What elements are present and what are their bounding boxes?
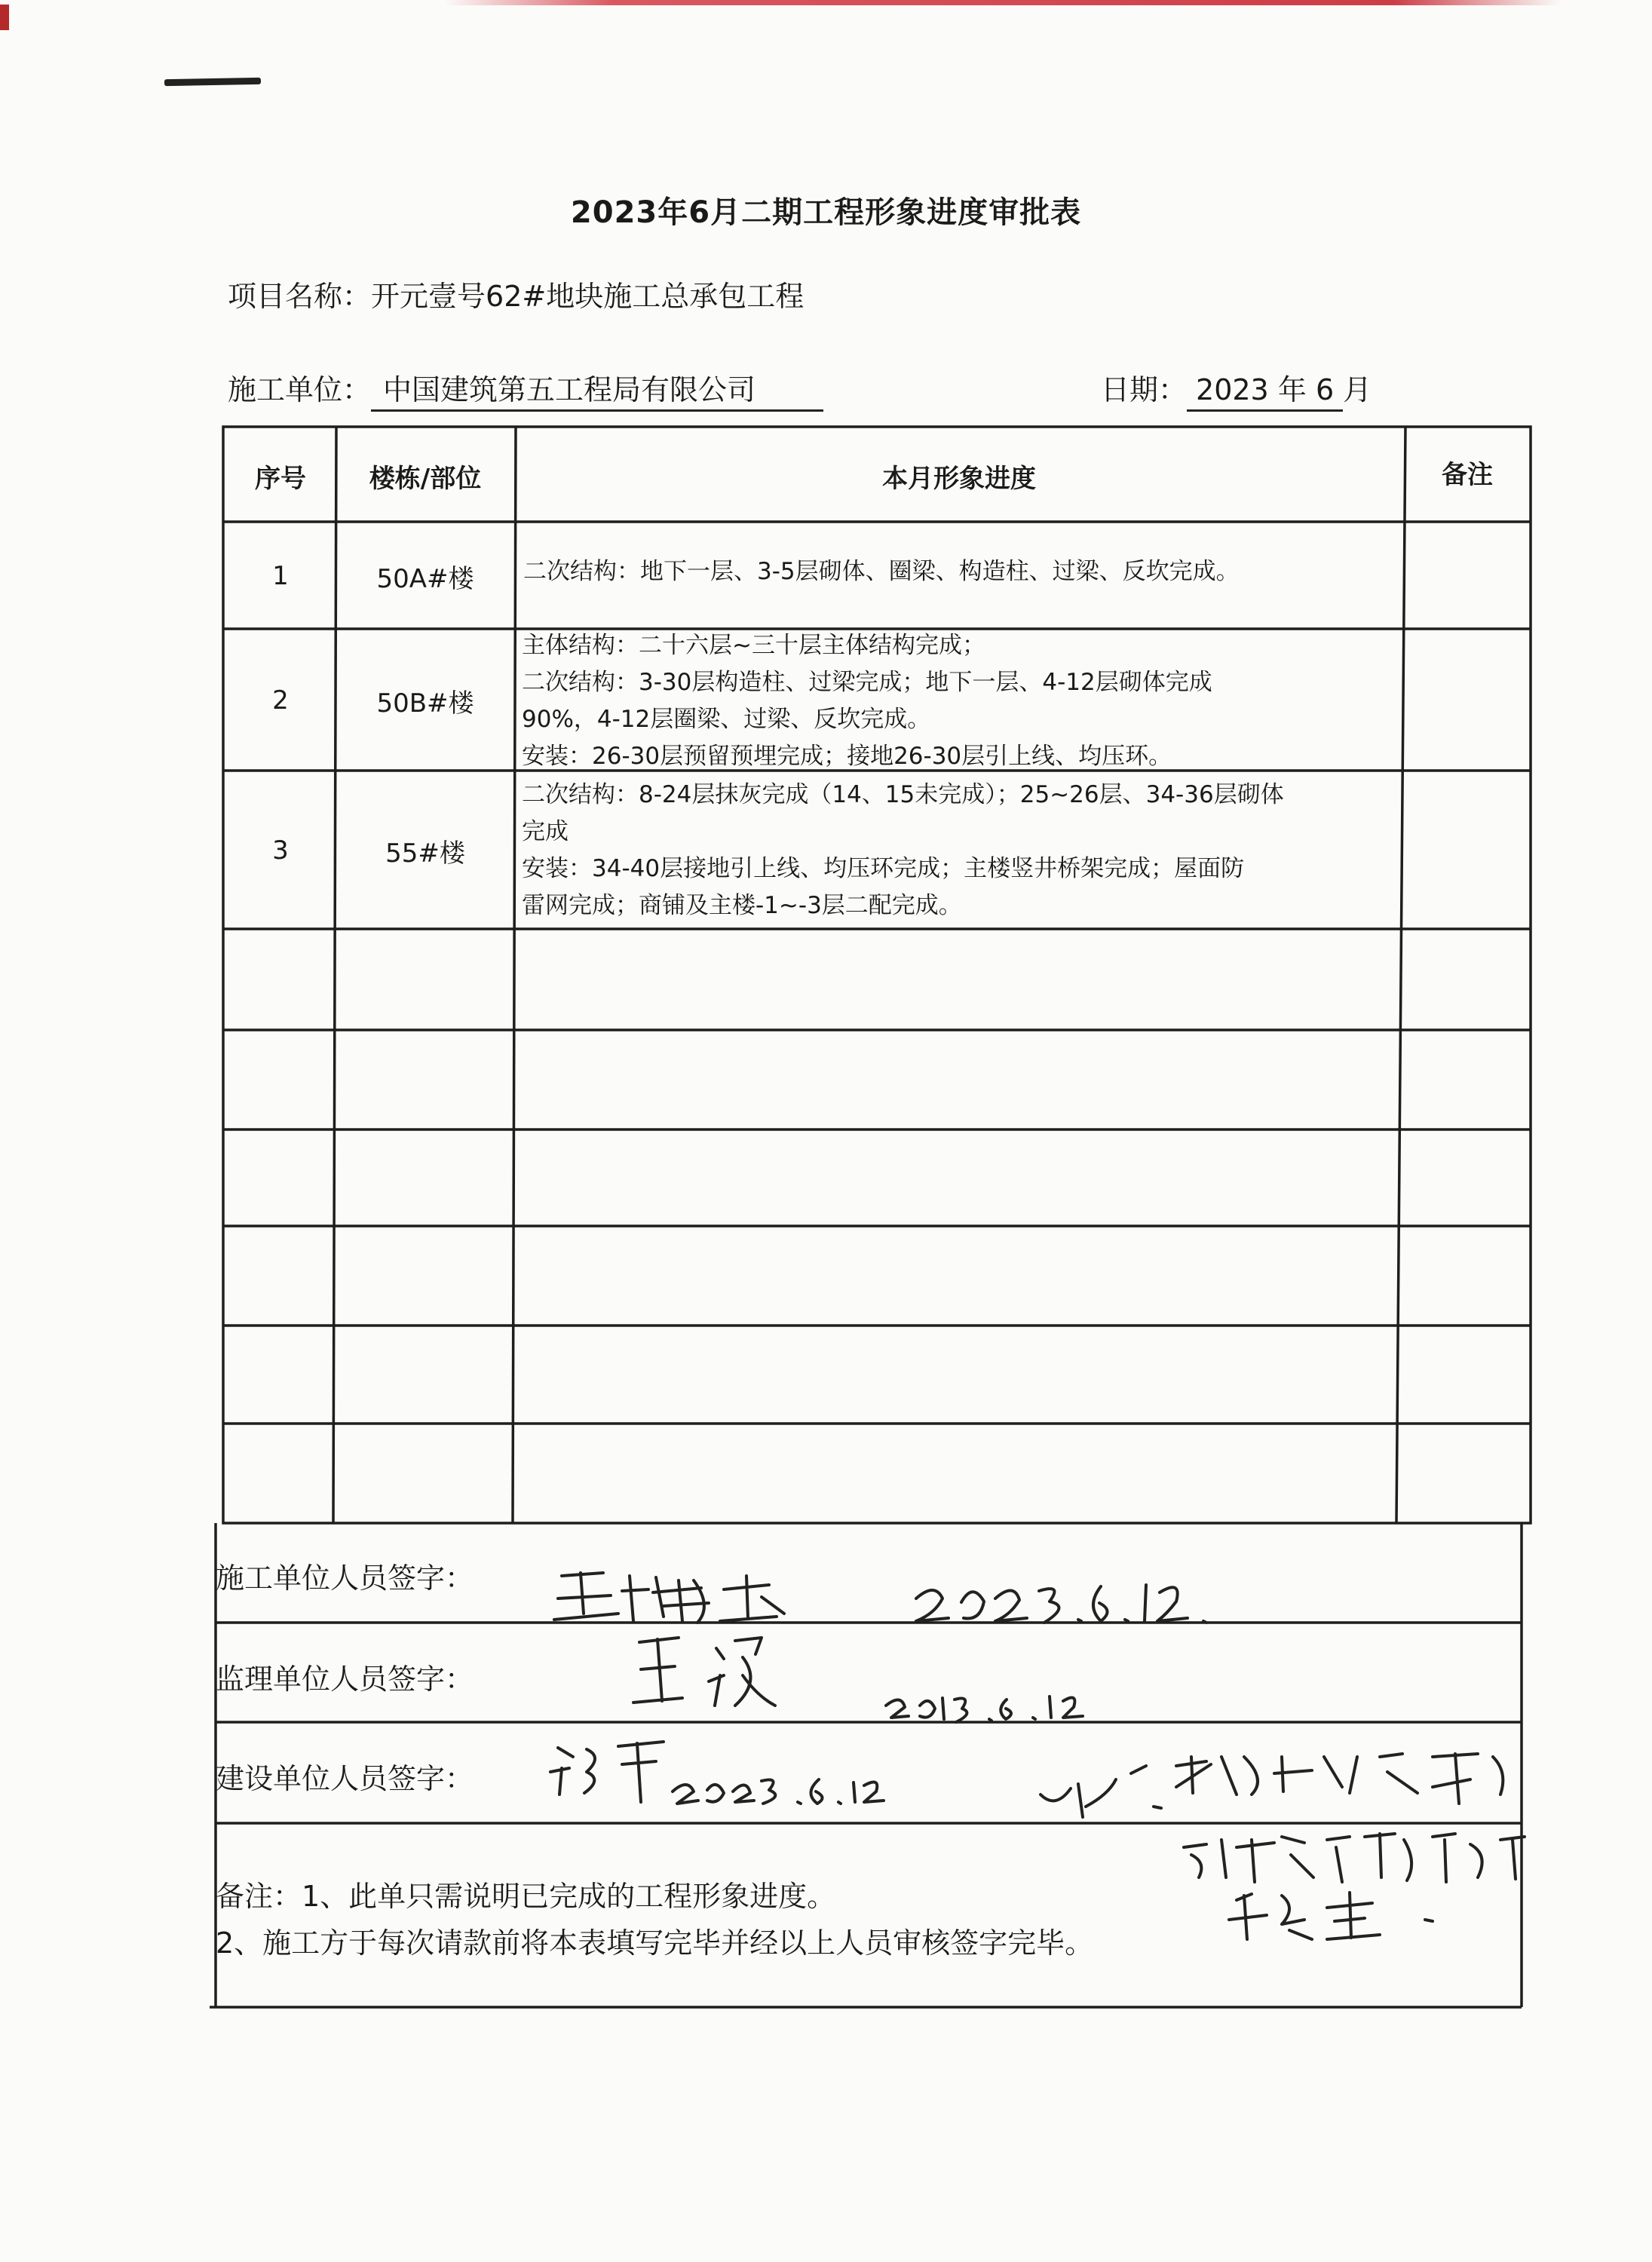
progress-line: 二次结构：地下一层、3-5层砌体、圈梁、构造柱、过梁、反坎完成。	[523, 558, 1240, 585]
supervision-signature-scribble	[633, 1638, 682, 1703]
owner-signature-scribble	[550, 1742, 664, 1802]
supervision-sign-label: 监理单位人员签字：	[216, 1663, 474, 1696]
date-year: 2023	[1196, 373, 1269, 406]
row-1-no: 1	[272, 561, 289, 591]
progress-line: 二次结构：8-24层抹灰完成（14、15未完成）；25~26层、34-36层砌体	[522, 781, 1284, 808]
note-line-2: 2、施工方于每次请款前将本表填写完毕并经以上人员审核签字完毕。	[216, 1926, 1094, 1960]
construction-sign-label: 施工单位人员签字：	[216, 1562, 474, 1595]
row-2-no: 2	[272, 685, 289, 716]
row-3-no: 3	[272, 835, 289, 866]
progress-line: 安装：26-30层预留预埋完成；接地26-30层引上线、均压环。	[522, 743, 1172, 770]
date-label: 日期：	[1101, 373, 1188, 406]
row-2-building: 50B#楼	[376, 688, 474, 719]
progress-line: 完成	[522, 818, 569, 845]
project-value: 开元壹号62#地块施工总承包工程	[371, 280, 805, 313]
date-month-unit: 月	[1343, 373, 1372, 406]
contractor-label: 施工单位：	[228, 373, 372, 406]
row-1-building: 50A#楼	[376, 563, 474, 594]
supervision-date-scribble	[886, 1696, 1083, 1722]
progress-line: 90%，4-12层圈梁、过梁、反坎完成。	[522, 706, 931, 733]
owner-date-scribble	[673, 1779, 884, 1804]
header-progress: 本月形象进度	[882, 463, 1036, 494]
header-remark: 备注	[1442, 459, 1493, 490]
construction-signature-scribble	[554, 1573, 618, 1620]
owner-note-scribble	[1041, 1754, 1503, 1817]
construction-date-scribble	[916, 1585, 1206, 1623]
progress-line: 主体结构：二十六层~三十层主体结构完成；	[522, 632, 985, 659]
note-line-1: 备注：1、此单只需说明已完成的工程形象进度。	[216, 1880, 836, 1913]
date-month: 6	[1315, 373, 1335, 406]
contractor-value: 中国建筑第五工程局有限公司	[371, 366, 823, 412]
form-title: 2023年6月二期工程形象进度审批表	[570, 195, 1082, 230]
progress-line: 二次结构：3-30层构造柱、过梁完成；地下一层、4-12层砌体完成	[522, 669, 1212, 696]
progress-line: 雷网完成；商铺及主楼-1~-3层二配完成。	[522, 892, 962, 919]
header-building: 楼栋/部位	[369, 463, 482, 494]
row-3-building: 55#楼	[385, 838, 465, 869]
project-label: 项目名称：	[228, 280, 372, 313]
owner-sign-label: 建设单位人员签字：	[216, 1762, 474, 1795]
date-year-unit: 年	[1277, 373, 1307, 406]
progress-line: 安装：34-40层接地引上线、均压环完成；主楼竖井桥架完成；屋面防	[522, 855, 1245, 882]
header-no: 序号	[255, 463, 306, 494]
